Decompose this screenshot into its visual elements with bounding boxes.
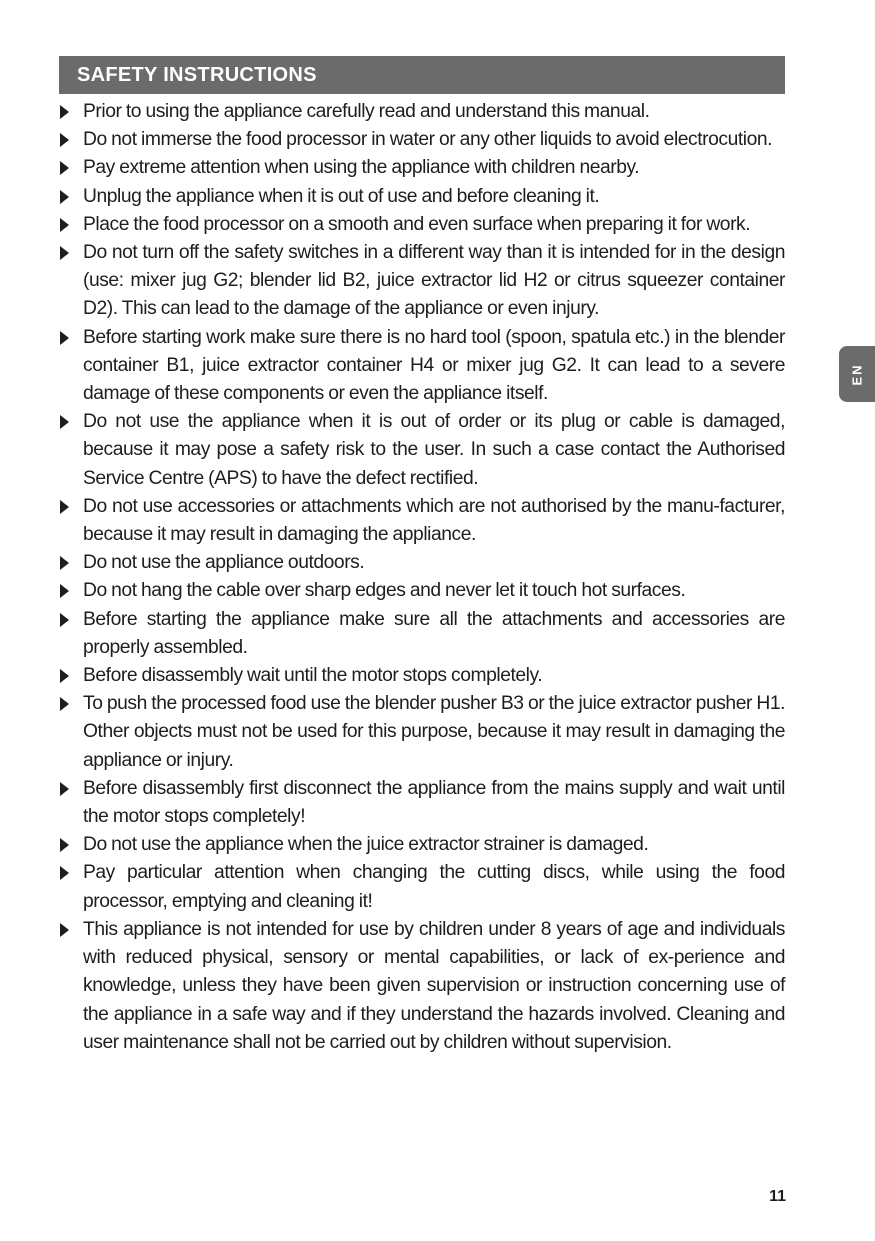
list-item-text: Before disassembly wait until the motor stops completely. (83, 665, 543, 687)
list-item-text: Place the food processor on a smooth and even surface when preparing it for work. (83, 213, 751, 235)
triangle-bullet-icon (60, 669, 69, 683)
triangle-bullet-icon (60, 415, 69, 429)
list-item-text: Do not hang the cable over sharp edges and never let it touch hot surfaces. (83, 580, 686, 602)
triangle-bullet-icon (60, 133, 69, 147)
triangle-bullet-icon (60, 331, 69, 345)
list-item-text: Do not use the appliance outdoors. (83, 552, 365, 574)
list-item (59, 493, 785, 549)
list-item-text: Pay extreme attention when using the appliance with children nearby. (83, 157, 640, 179)
list-item (59, 662, 785, 690)
list-item-text: Before disassembly first disconnect the appliance from the mains supply and wait until the motor stops completely! (83, 777, 785, 828)
section-title: SAFETY INSTRUCTIONS (77, 63, 317, 86)
list-item-text: This appliance is not intended for use by children under 8 years of age and individuals with reduced physical, sensory or mental capabilities, or lack of ex-perience and knowledge, unless they have been given supervision or instruction concerning use of the appliance in a safe way and if they understand the hazards involved. Cleaning and user maintenance shall not be carried out by children without supervision. (83, 918, 785, 1053)
list-item (59, 859, 785, 915)
triangle-bullet-icon (60, 500, 69, 514)
list-item-text: To push the processed food use the blender pusher B3 or the juice extractor pusher H1. Other objects must not be used for this purpose, because it may result in damaging the appliance or injury. (83, 693, 785, 771)
list-item-text: Before starting the appliance make sure all the attachments and accessories are properly assembled. (83, 608, 785, 658)
triangle-bullet-icon (60, 105, 69, 119)
language-label: EN (849, 362, 865, 386)
list-item (59, 126, 785, 154)
list-item-text: Unplug the appliance when it is out of use and before cleaning it. (83, 185, 600, 207)
list-item (59, 211, 785, 239)
triangle-bullet-icon (60, 923, 69, 937)
triangle-bullet-icon (60, 218, 69, 232)
triangle-bullet-icon (60, 246, 69, 260)
triangle-bullet-icon (60, 782, 69, 796)
list-item-text: Prior to using the appliance carefully read and understand this manual. (83, 101, 650, 122)
section-header (59, 56, 785, 94)
list-item (59, 775, 785, 831)
list-item-text: Do not immerse the food processor in water or any other liquids to avoid electrocution. (83, 129, 773, 151)
triangle-bullet-icon (60, 613, 69, 627)
safety-instructions-list (59, 98, 785, 1057)
list-item (59, 324, 785, 409)
language-tab (839, 346, 875, 402)
list-item-text: Before starting work make sure there is no hard tool (spoon, spatula etc.) in the blender container B1, juice extractor container H4 or mixer jug G2. It can lead to a severe damage of these components or even the appliance itself. (83, 326, 785, 405)
list-item-text: Do not use the appliance when it is out of order or its plug or cable is damaged, because it may pose a safety risk to the user. In such a case contact the Authorised Service Centre (APS) to have the defect rectified. (83, 411, 785, 489)
list-item-text: Pay particular attention when changing the cutting discs, while using the food processor, emptying and cleaning it! (83, 862, 785, 912)
list-item (59, 577, 785, 605)
triangle-bullet-icon (60, 866, 69, 880)
list-item (59, 98, 785, 126)
list-item-text: Do not use accessories or attachments which are not authorised by the manu-facturer, because it may result in damaging the appliance. (83, 495, 785, 546)
triangle-bullet-icon (60, 161, 69, 175)
list-item (59, 606, 785, 662)
list-item (59, 831, 785, 859)
list-item (59, 549, 785, 577)
triangle-bullet-icon (60, 556, 69, 570)
list-item (59, 408, 785, 493)
list-item (59, 183, 785, 211)
triangle-bullet-icon (60, 697, 69, 711)
list-item (59, 154, 785, 182)
triangle-bullet-icon (60, 190, 69, 204)
list-item (59, 239, 785, 324)
triangle-bullet-icon (60, 838, 69, 852)
page-number: 11 (769, 1188, 786, 1205)
list-item (59, 690, 785, 775)
triangle-bullet-icon (60, 584, 69, 598)
list-item-text: Do not turn off the safety switches in a different way than it is intended for in the design (use: mixer jug G2; blender lid B2, juice extractor lid H2 or citrus squeezer container D2). This can lead to the damage of the appliance or even injury. (83, 242, 785, 320)
list-item (59, 916, 785, 1057)
list-item-text: Do not use the appliance when the juice extractor strainer is damaged. (83, 834, 649, 856)
